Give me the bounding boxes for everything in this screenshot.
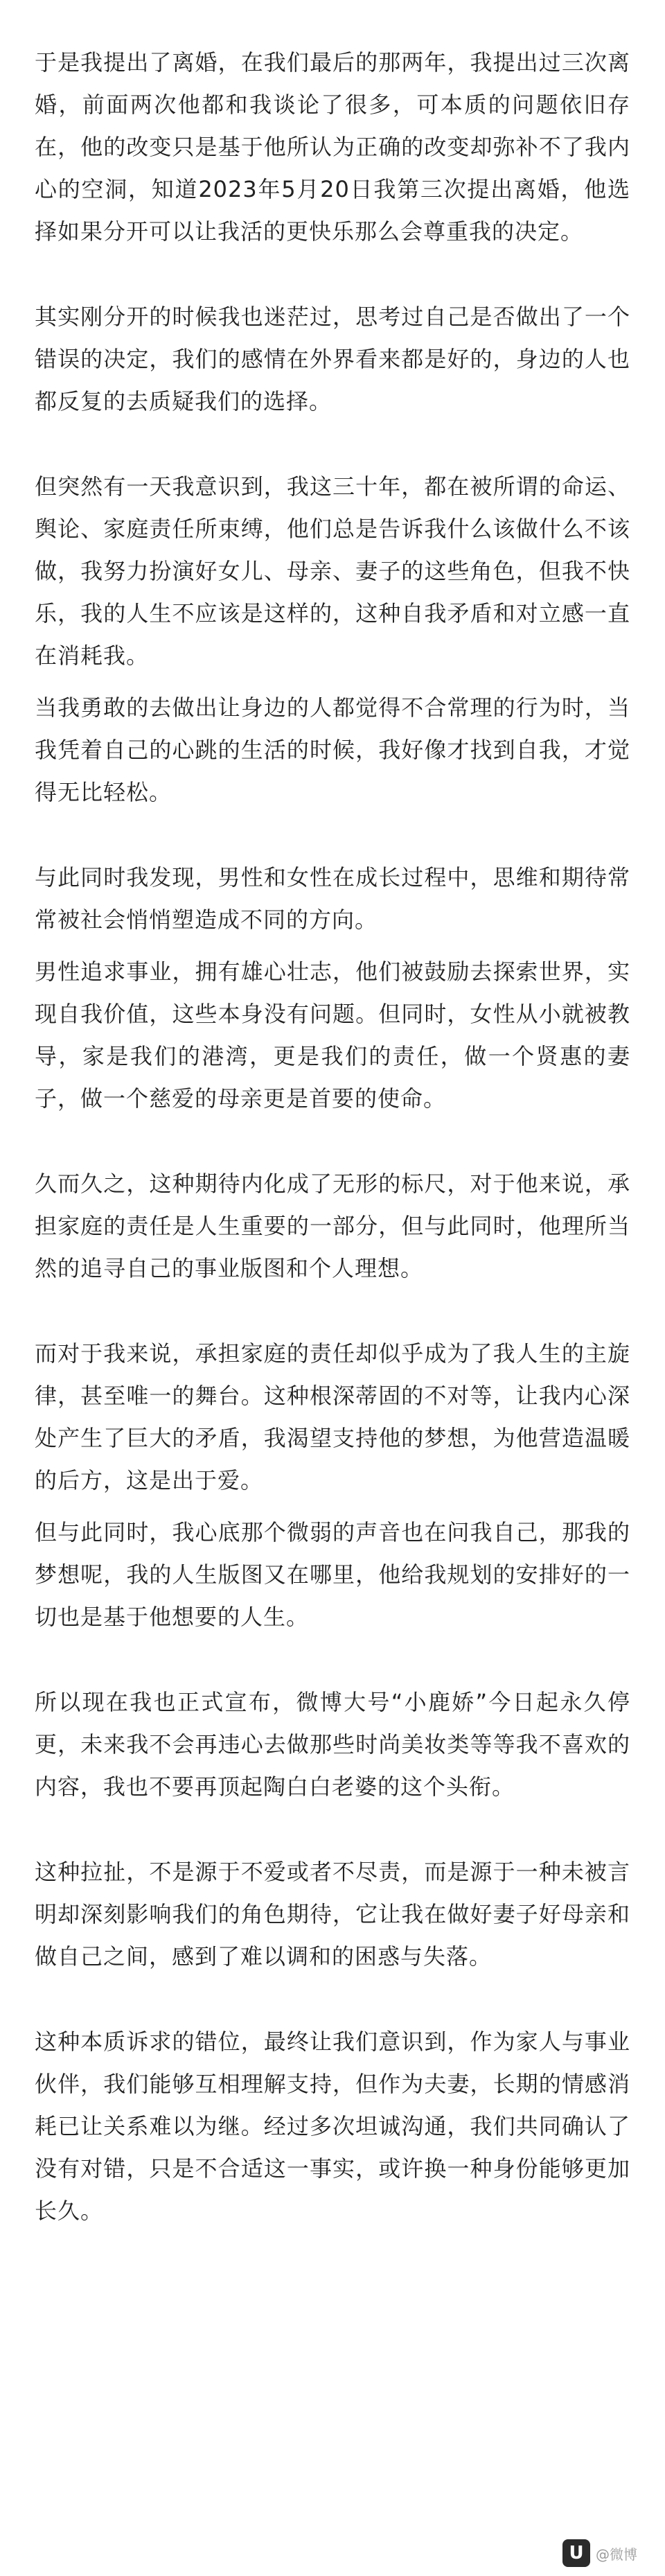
paragraph-9: 但与此同时，我心底那个微弱的声音也在问我自己，那我的梦想呢，我的人生版图又在哪里，他给我规划的安排好的一切也是基于他想要的人生。	[35, 1519, 630, 1630]
paragraph-11: 这种拉扯，不是源于不爱或者不尽责，而是源于一种未被言明却深刻影响我们的角色期待，它让我在做好妻子好母亲和做自己之间，感到了难以调和的困惑与失落。	[35, 1859, 630, 1970]
paragraph-8: 而对于我来说，承担家庭的责任却似乎成为了我人生的主旋律，甚至唯一的舞台。这种根深蒂固的不对等，让我内心深处产生了巨大的矛盾，我渴望支持他的梦想，为他营造温暖的后方，这是出于爱。	[35, 1340, 630, 1493]
paragraph-2: 其实刚分开的时候我也迷茫过，思考过自己是否做出了一个错误的决定，我们的感情在外界看来都是好的，身边的人也都反复的去质疑我们的选择。	[35, 304, 630, 414]
paragraph-1: 于是我提出了离婚，在我们最后的那两年，我提出过三次离婚，前面两次他都和我谈论了很多，可本质的问题依旧存在，他的改变只是基于他所认为正确的改变却弥补不了我内心的空洞，知道2023年5月20日我第三次提出离婚，他选择如果分开可以让我活的更快乐那么会尊重我的决定。	[35, 49, 630, 245]
paragraph-7: 久而久之，这种期待内化成了无形的标尺，对于他来说，承担家庭的责任是人生重要的一部分，但与此同时，他理所当然的追寻自己的事业版图和个人理想。	[35, 1171, 630, 1281]
paragraph-3: 但突然有一天我意识到，我这三十年，都在被所谓的命运、舆论、家庭责任所束缚，他们总是告诉我什么该做什么不该做，我努力扮演好女儿、母亲、妻子的这些角色，但我不快乐，我的人生不应该是这样的，这种自我矛盾和对立感一直在消耗我。	[35, 473, 630, 669]
paragraph-6: 男性追求事业，拥有雄心壮志，他们被鼓励去探索世界，实现自我价值，这些本身没有问题。但同时，女性从小就被教导，家是我们的港湾，更是我们的责任，做一个贤惠的妻子，做一个慈爱的母亲更是首要的使命。	[35, 958, 630, 1112]
paragraph-10: 所以现在我也正式宣布，微博大号“小鹿娇”今日起永久停更，未来我不会再违心去做那些时尚美妆类等等我不喜欢的内容，我也不要再顶起陶白白老婆的这个头衔。	[35, 1689, 630, 1800]
paragraph-5: 与此同时我发现，男性和女性在成长过程中，思维和期待常常被社会悄悄塑造成不同的方向。	[35, 864, 630, 933]
weibo-logo-icon: U	[562, 2539, 590, 2567]
watermark-text: @微博	[596, 2546, 637, 2563]
paragraph-12: 这种本质诉求的错位，最终让我们意识到，作为家人与事业伙伴，我们能够互相理解支持，但作为夫妻，长期的情感消耗已让关系难以为继。经过多次坦诚沟通，我们共同确认了没有对错，只是不合适这一事实，或许换一种身份能够更加长久。	[35, 2029, 630, 2224]
weibo-watermark	[562, 2537, 637, 2569]
paragraph-4: 当我勇敢的去做出让身边的人都觉得不合常理的行为时，当我凭着自己的心跳的生活的时候，我好像才找到自我，才觉得无比轻松。	[35, 694, 630, 805]
